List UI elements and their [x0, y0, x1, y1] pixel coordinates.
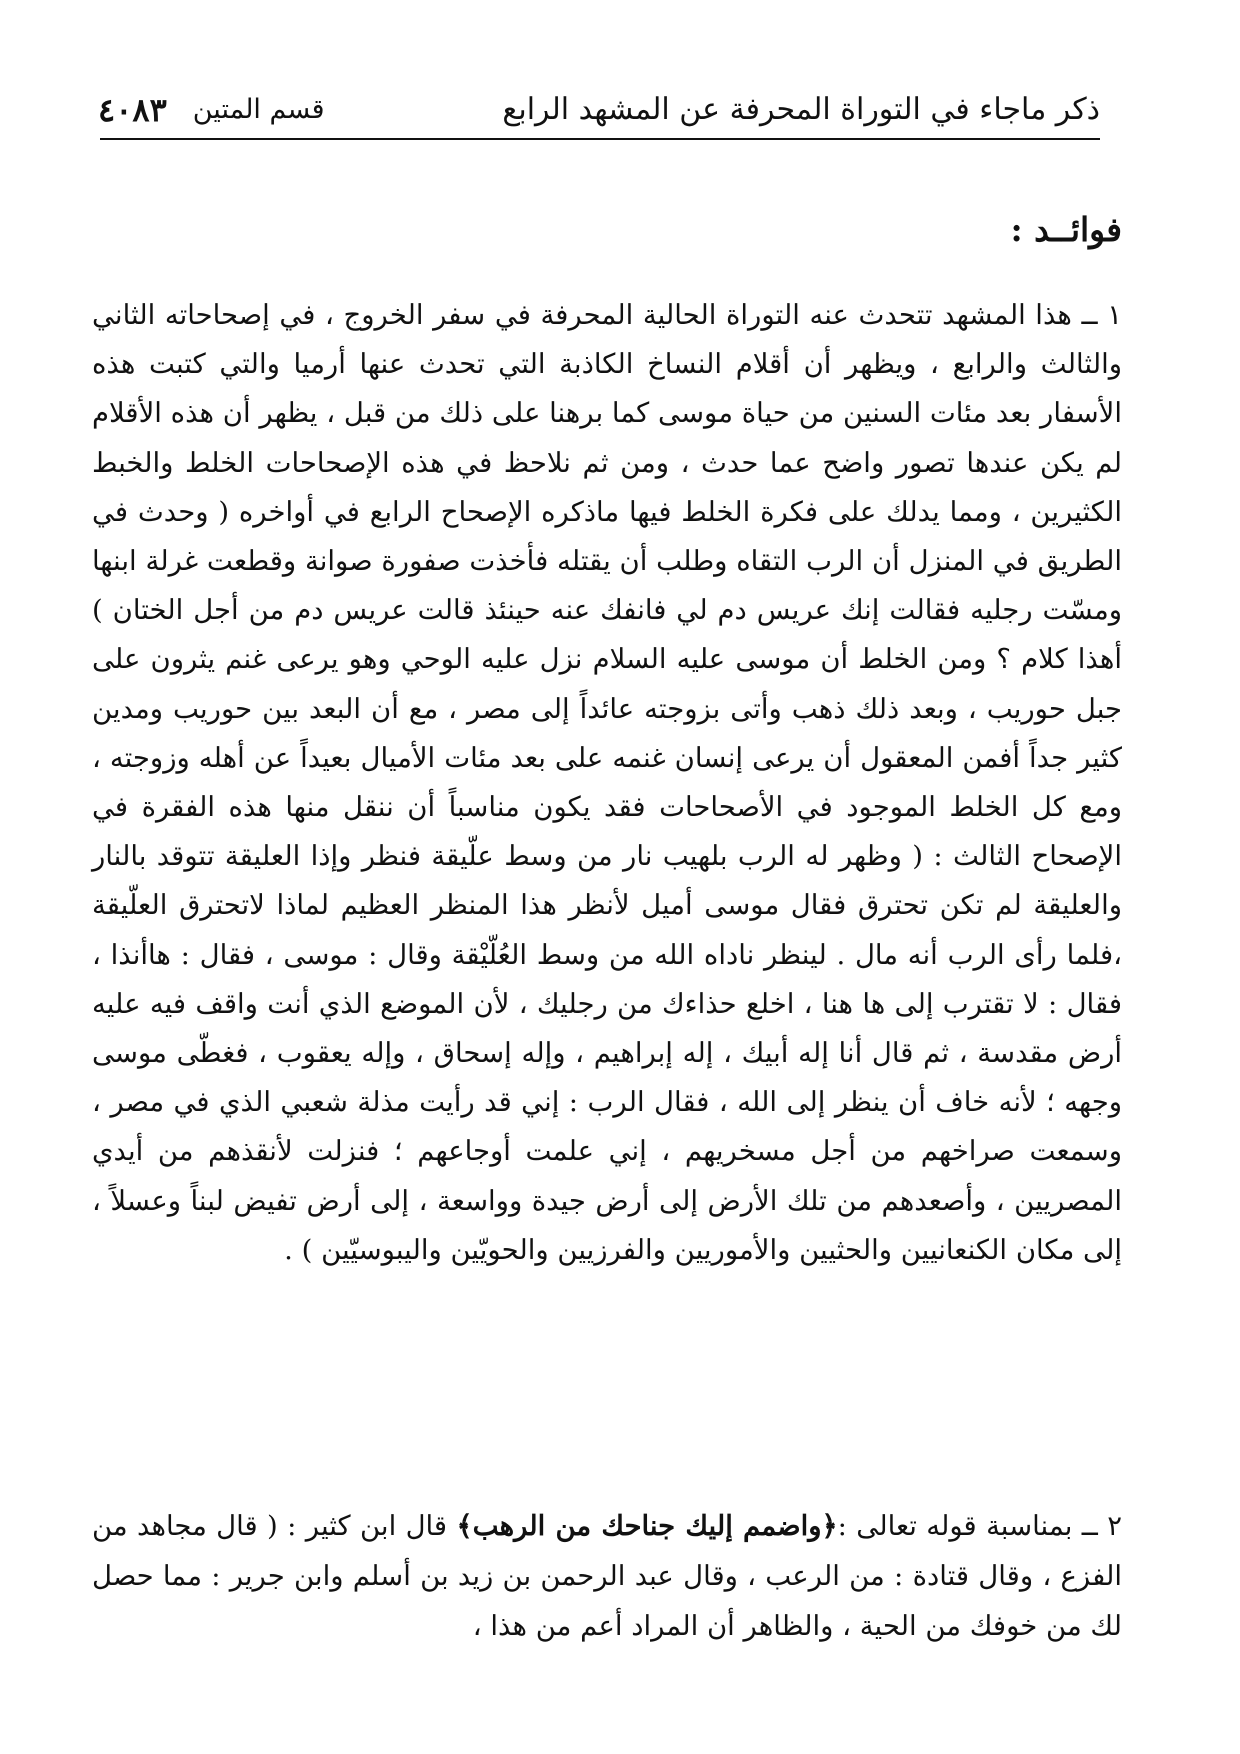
page-header	[98, 78, 1100, 130]
header-divider	[100, 138, 1100, 140]
quran-verse: ﴿واضمم إليك جناحك من الرهب﴾	[456, 1510, 838, 1542]
paragraph-2-intro: ٢ ــ بمناسبة قوله تعالى :	[837, 1510, 1122, 1542]
paragraph-1-text: ١ ــ هذا المشهد تتحدث عنه التوراة الحالية المحرفة في سفر الخروج ، في إصحاحاته الثاني والثالث والرابع ، ويظهر أن أقلام النساخ الكاذبة التي تحدث عنها أرميا والتي كتبت هذه الأسفار بعد مئات السنين من حياة موسى كما برهنا على ذلك من قبل ، يظهر أن هذه الأقلام لم يكن عندها تصور واضح عما حدث ، ومن ثم نلاحظ في هذه الإصحاحات الخلط والخبط الكثيرين ، ومما يدلك على فكرة الخلط فيها ماذكره الإصحاح الرابع في أواخره ( وحدث في الطريق في المنزل أن الرب التقاه وطلب أن يقتله فأخذت صفورة صوانة وقطعت غرلة ابنها ومسّت رجليه فقالت إنك عريس دم لي فانفك عنه حينئذ قالت عريس دم من أجل الختان ) أهذا كلام ؟ ومن الخلط أن موسى عليه السلام نزل عليه الوحي وهو يرعى غنم يثرون على جبل حوريب ، وبعد ذلك ذهب وأتى بزوجته عائداً إلى مصر ، مع أن البعد بين حوريب ومدين كثير جداً أفمن المعقول أن يرعى إنسان غنمه على بعد مئات الأميال بعيداً عن أهله وزوجته ، ومع كل الخلط الموجود في الأصحاحات فقد يكون مناسباً أن ننقل منها هذه الفقرة في الإصحاح الثالث : ( وظهر له الرب بلهيب نار من وسط علّيقة فنظر وإذا العليقة تتوقد بالنار والعليقة لم تكن تحترق فقال موسى أميل لأنظر هذا المنظر العظيم لماذا لاتحترق العلّيقة ،فلما رأى الرب أنه مال . لينظر ناداه الله من وسط العُلّيْقة وقال : موسى ، فقال : هاأنذا ، فقال : لا تقترب إلى ها هنا ، اخلع حذاءك من رجليك ، لأن الموضع الذي أنت واقف فيه عليه أرض مقدسة ، ثم قال أنا إله أبيك ، إله إبراهيم ، وإله إسحاق ، وإله يعقوب ، فغطّى موسى وجهه ؛ لأنه خاف أن ينظر إلى الله ، فقال الرب : إني قد رأيت مذلة شعبي الذي في مصر ، وسمعت صراخهم من أجل مسخريهم ، إني علمت أوجاعهم ؛ فنزلت لأنقذهم من أيدي المصريين ، وأصعدهم من تلك الأرض إلى أرض جيدة وواسعة ، إلى أرض تفيض لبناً وعسلاً ، إلى مكان الكنعانيين والحثيين والأموريين والفرزيين والحويّين واليبوسيّين ) .	[92, 299, 1122, 1266]
paragraph-2-text	[92, 1501, 1122, 1651]
header-left-group	[98, 90, 324, 130]
section-heading: فوائــد :	[1010, 210, 1122, 249]
running-title: ذكر ماجاء في التوراة المحرفة عن المشهد الرابع	[502, 92, 1100, 127]
body-paragraph-2	[92, 1501, 1122, 1651]
section-name: قسم المتين	[192, 94, 325, 125]
paragraph-2-rest: قال ابن كثير : ( قال مجاهد من الفزع ، وقال قتادة : من الرعب ، وقال عبد الرحمن بن زيد بن أسلم وابن جرير : مما حصل لك من خوفك من الحية ، والظاهر أن المراد أعم من هذا ،	[92, 1510, 1122, 1642]
page-number: ٤٠٨٣	[98, 91, 167, 129]
body-paragraph-1	[92, 291, 1122, 1275]
